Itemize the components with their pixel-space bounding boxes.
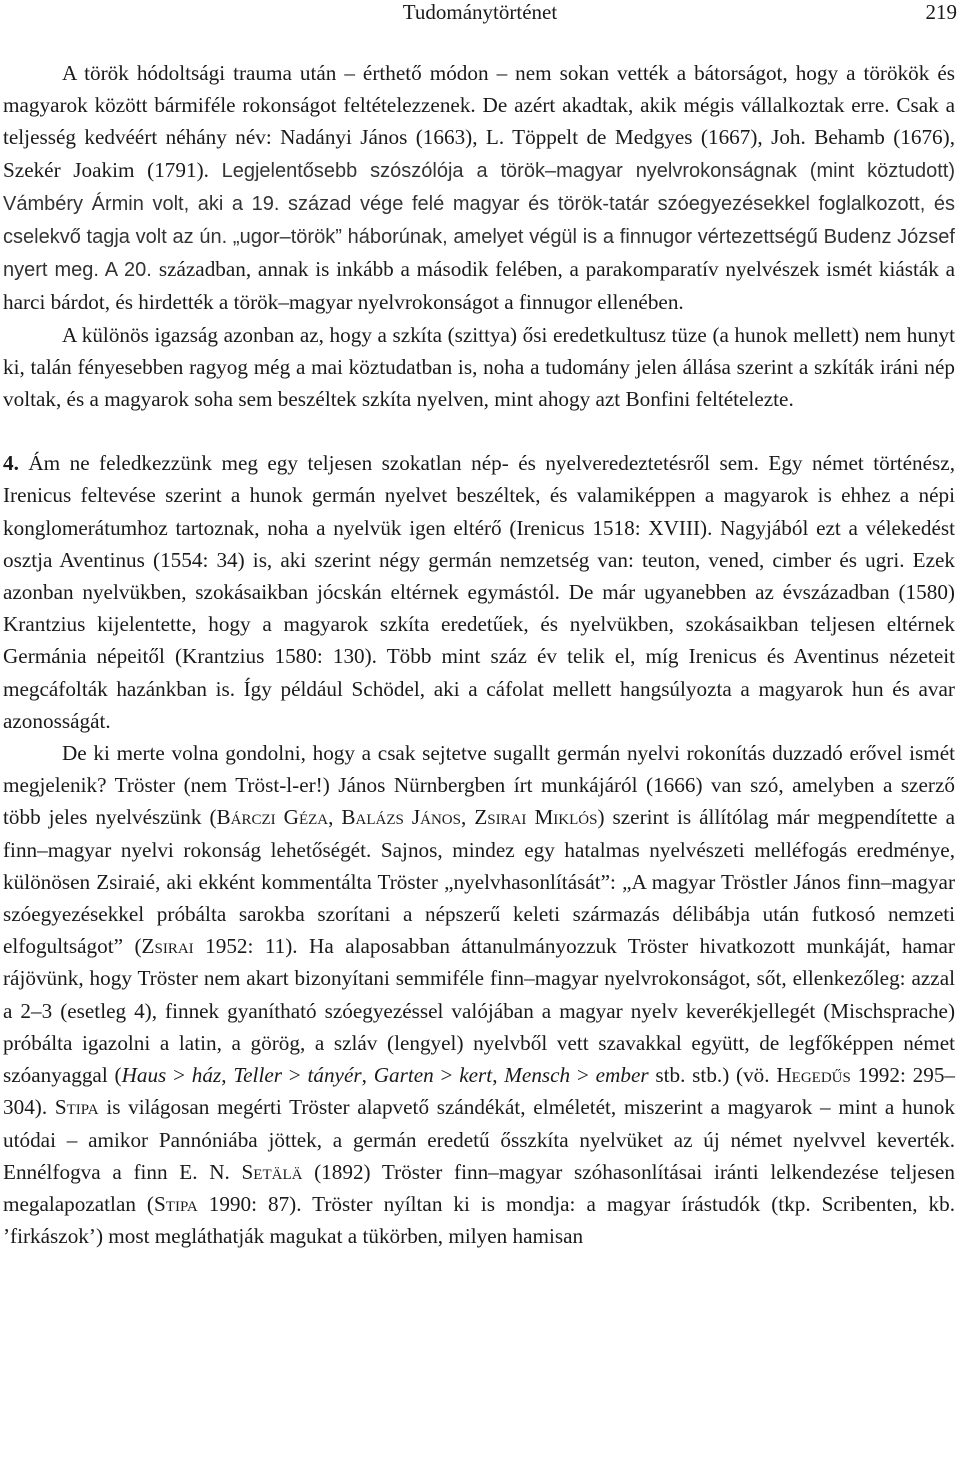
running-header <box>0 0 960 24</box>
author-name: Stipa <box>154 1191 198 1216</box>
text-run: , <box>361 1063 374 1088</box>
text-run: 1990: 87). Tröster nyíltan ki is mondja: a magyar írástudók (tkp. Scribenten, kb. ’firkászok’) most megláthatják magukat a tükörben, milyen hamisan <box>3 1191 956 1249</box>
text-run: , <box>461 805 475 830</box>
italic-term: ház <box>191 1063 222 1088</box>
text-run: 1952: 11). Ha alaposabban áttanulmányozzuk Tröster hivatkozott munkáját, hamar rájövünk, hogy Tröster nem akart bizonyítani semmiféle finn–magyar nyelvrokonságot, sőt, ellenkezőleg: azzal a 2–3 (esetleg 4), finnek gyanítható szóegyezéssel valójában a magyar nyelv keverékjellegét (Mischsprache) próbálta igazolni a latin, a görög, a szláv (lengyel) nyelvből vett szavakkal együtt, de legfőképpen német szóanyaggal ( <box>3 934 955 1088</box>
text-run: > <box>433 1063 460 1088</box>
author-name: Zsirai <box>141 934 194 959</box>
text-run: A török hódoltsági trauma után – érthető módon – nem sokan vették a bátorságot, hogy a törökök és magyarok között bármiféle rokonságot feltételezzenek. De azért akadtak, akik mégis vállalkoztak erre. Csak a teljesség kedvéért néhány név: Nadányi János (1663), L. Töppelt de Medgyes (1667), Joh. Behamb (1676), Szekér Joakim (1791). <box>3 61 955 182</box>
text-run: (1892) Tröster finn–magyar szóhasonlításai iránti lelkendezése teljesen megalapozatlan ( <box>3 1159 955 1216</box>
text-run: De ki merte volna gondolni, hogy a csak sejtetve sugallt germán nyelvi rokonítás duzzadó erővel ismét megjelenik? Tröster (nem Tröst-l-er!) János Nürnbergben írt munkájáról (1666) van szó, amelyben a szerző több jeles nyelvészünk ( <box>3 741 955 830</box>
text-run: , <box>221 1063 234 1088</box>
text-run: , <box>328 805 342 830</box>
italic-term: tányér <box>307 1063 362 1088</box>
body-text <box>3 57 955 1252</box>
author-name: Balázs János <box>341 805 461 830</box>
italic-term: Mensch <box>504 1063 571 1088</box>
text-run-sans: Legjelentősebb szószólója a török–magyar nyelvrokonságnak (mint köztudott) Vámbéry Ármin volt, aki a 19. század vége felé magyar és török-tatár szóegyezésekkel foglalkozott, és cselekvő tagja volt az ún. „ugor–török” háborúnak, amelyet végül is a finnugor vértezettségű Budenz József nyert meg. A 20. <box>3 159 955 282</box>
page-number: 219 <box>925 0 957 24</box>
text-run: > <box>166 1063 192 1088</box>
paragraph-turkish-hypothesis <box>3 57 955 319</box>
text-run: > <box>570 1063 596 1088</box>
section-number: 4. <box>3 451 19 476</box>
author-name: Bárczi Géza <box>216 805 329 830</box>
italic-term: Haus <box>121 1063 167 1088</box>
paragraph-troster <box>3 737 955 1252</box>
text-run: 1992: 295–304). <box>3 1063 956 1120</box>
paragraph-scythian-origin <box>3 319 955 416</box>
text-run: A különös igazság azonban az, hogy a szkíta (szittya) ősi eredetkultusz tüze (a hunok mellett) nem hunyt ki, talán fényesebben ragyog még a mai köztudatban is, noha a tudomány jelen állása szerint a szkíták iráni nép voltak, és a magyarok soha sem beszéltek szkíta nyelven, mint ahogy azt Bonfini feltételezte. <box>3 322 955 412</box>
text-run: stb. stb.) (vö. <box>648 1063 777 1088</box>
running-title: Tudománytörténet <box>402 0 558 24</box>
author-name: Stipa <box>54 1095 99 1120</box>
text-run: is világosan megérti Tröster alapvető szándékát, elméletét, miszerint a magyarok – mint a hunok utódai – amikor Pannóniába jöttek, a germán eredetű ősszkíta nyelvüket az új német nyelvvel keverték. Ennélfogva a finn E. N. <box>3 1095 955 1184</box>
italic-term: ember <box>595 1063 649 1088</box>
text-run: , <box>492 1063 505 1088</box>
text-run: ) szerint is állítólag már megpendítette a finn–magyar nyelvi rokonság lehetőségét. Sajnos, mindez egy hatalmas nyelvészeti melléfogás eredménye, különösen Zsiraié, aki ekként kommentálta Tröster „nyelvhasonlítását”: „A magyar Tröstler János finn–magyar szóegyezésekkel próbálta sarokba szorítani a népszerű keleti származás délibábja után futkosó nemzeti elfogultságot” ( <box>3 805 955 959</box>
italic-term: Garten <box>373 1063 434 1088</box>
author-name: Hegedűs <box>776 1063 851 1088</box>
author-name: Zsirai Miklós <box>474 805 598 830</box>
text-run: > <box>281 1063 308 1088</box>
text-run: Ám ne feledkezzünk meg egy teljesen szokatlan nép- és nyelveredeztetésről sem. Egy német történész, Irenicus feltevése szerint a hunok germán nyelvet beszéltek, és valamiképpen a magyarok is ehhez a népi konglomerátumhoz tartoznak, noha a nyelvük igen eltérő (Irenicus 1518: XVIII). Nagyjából ezt a vélekedést osztja Aventinus (1554: 34) is, aki szerint négy germán nemzetség van: teuton, vened, cimber és ugri. Ezek azonban nyelvükben, szokásaikban jócskán eltérnek egymástól. De már ugyanebben az évszázadban (1580) Krantzius kijelentette, hogy a magyarok szkíta eredetűek, és nyelvükben, szokásaikban teljesen eltérnek Germánia népeitől (Krantzius 1580: 130). Több mint száz év telik el, míg Irenicus és Aventinus nézeteit megcáfolták hazánkban is. Így például Schödel, aki a cáfolat mellett hangsúlyozta a magyarok hun és avar azonosságát. <box>3 451 955 733</box>
author-name: Setälä <box>241 1159 303 1184</box>
text-run: században, annak is inkább a második felében, a parakomparatív nyelvészek ismét kiásták a harci bárdot, és hirdették a török–magyar nyelvrokonságot a finnugor ellenében. <box>3 257 956 315</box>
italic-term: Teller <box>233 1063 282 1088</box>
italic-term: kert <box>459 1063 493 1088</box>
paragraph-section-4 <box>3 447 955 737</box>
